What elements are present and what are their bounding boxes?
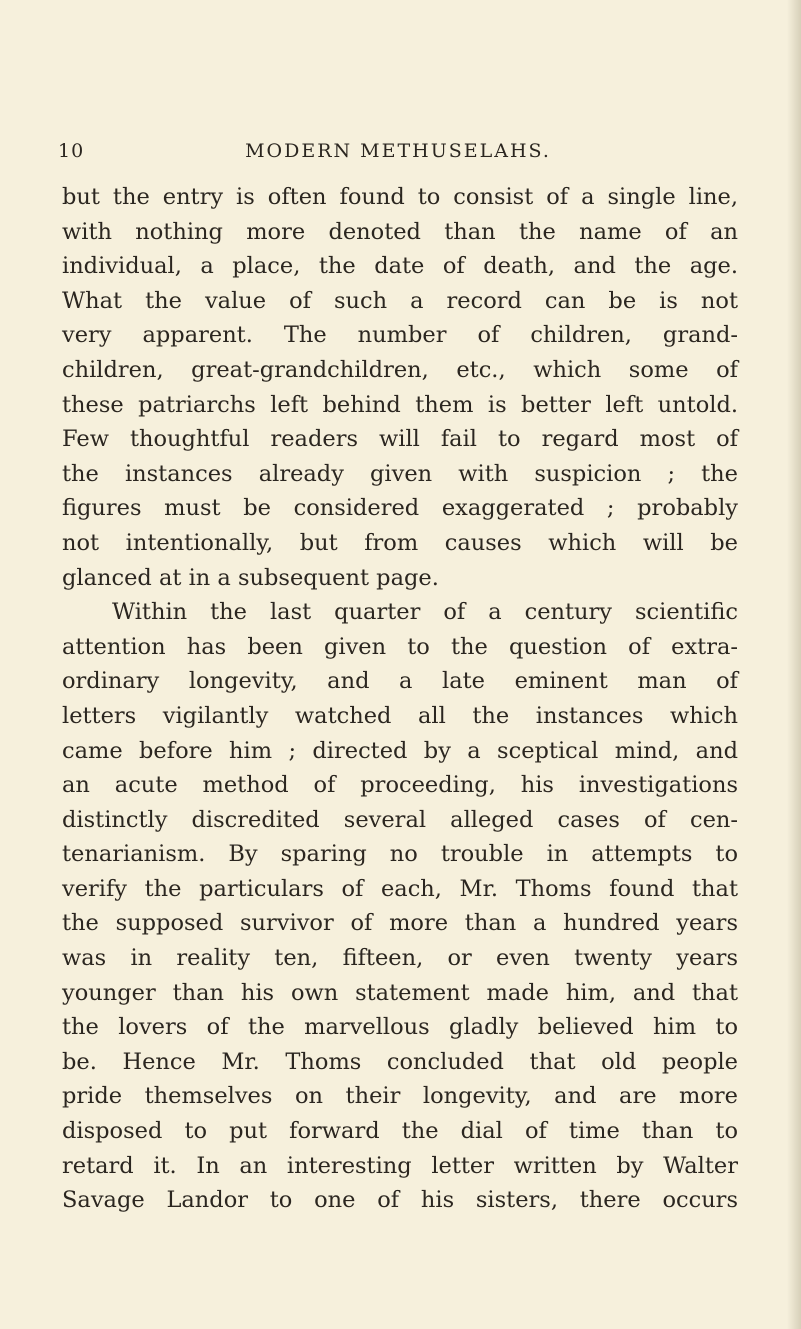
- text-line: came before him ; directed by a sceptical mind, and: [62, 737, 738, 764]
- text-line: not intentionally, but from causes which will be: [62, 529, 738, 556]
- page-header: [58, 140, 738, 170]
- text-line: these patriarchs left behind them is better left untold.: [62, 391, 738, 418]
- running-head: MODERN METHUSELAHS.: [245, 140, 551, 162]
- text-line: but the entry is often found to consist of a single line,: [62, 184, 738, 210]
- text-line: figures must be considered exaggerated ; probably: [62, 495, 738, 522]
- body-text: [62, 180, 738, 1218]
- text-line: the supposed survivor of more than a hundred years: [62, 910, 738, 937]
- text-line: attention has been given to the question of extra-: [62, 633, 738, 660]
- text-line: tenarianism. By sparing no trouble in attempts to: [62, 841, 738, 868]
- text-line: Few thoughtful readers will fail to regard most of: [62, 426, 738, 453]
- text-line: verify the particulars of each, Mr. Thoms found that: [62, 875, 738, 902]
- text-line: the instances already given with suspicion ; the: [62, 460, 738, 487]
- text-line: an acute method of proceeding, his investigations: [62, 772, 738, 799]
- text-line: individual, a place, the date of death, and the age.: [62, 253, 738, 280]
- text-line: disposed to put forward the dial of time than to: [62, 1118, 738, 1145]
- text-line: ordinary longevity, and a late eminent man of: [62, 668, 738, 695]
- text-line: children, great-grandchildren, etc., which some of: [62, 356, 738, 383]
- text-line: letters vigilantly watched all the instances which: [62, 702, 738, 729]
- text-line: Savage Landor to one of his sisters, there occurs: [62, 1187, 738, 1214]
- text-line: be. Hence Mr. Thoms concluded that old people: [62, 1048, 738, 1075]
- text-line: younger than his own statement made him, and that: [62, 979, 738, 1006]
- text-line: What the value of such a record can be is not: [62, 287, 738, 314]
- text-line: retard it. In an interesting letter written by Walter: [62, 1152, 738, 1179]
- text-line: with nothing more denoted than the name of an: [62, 218, 738, 245]
- text-line: Within the last quarter of a century scientific: [112, 599, 738, 626]
- text-line: glanced at in a subsequent page.: [62, 564, 439, 591]
- page-edge-shadow: [787, 0, 801, 1329]
- text-line: the lovers of the marvellous gladly believed him to: [62, 1014, 738, 1041]
- page-number: 10: [58, 140, 85, 162]
- text-line: very apparent. The number of children, grand-: [62, 322, 738, 349]
- text-line: was in reality ten, fifteen, or even twenty years: [62, 945, 738, 972]
- text-line: pride themselves on their longevity, and are more: [62, 1083, 738, 1110]
- text-line: distinctly discredited several alleged cases of cen-: [62, 806, 738, 833]
